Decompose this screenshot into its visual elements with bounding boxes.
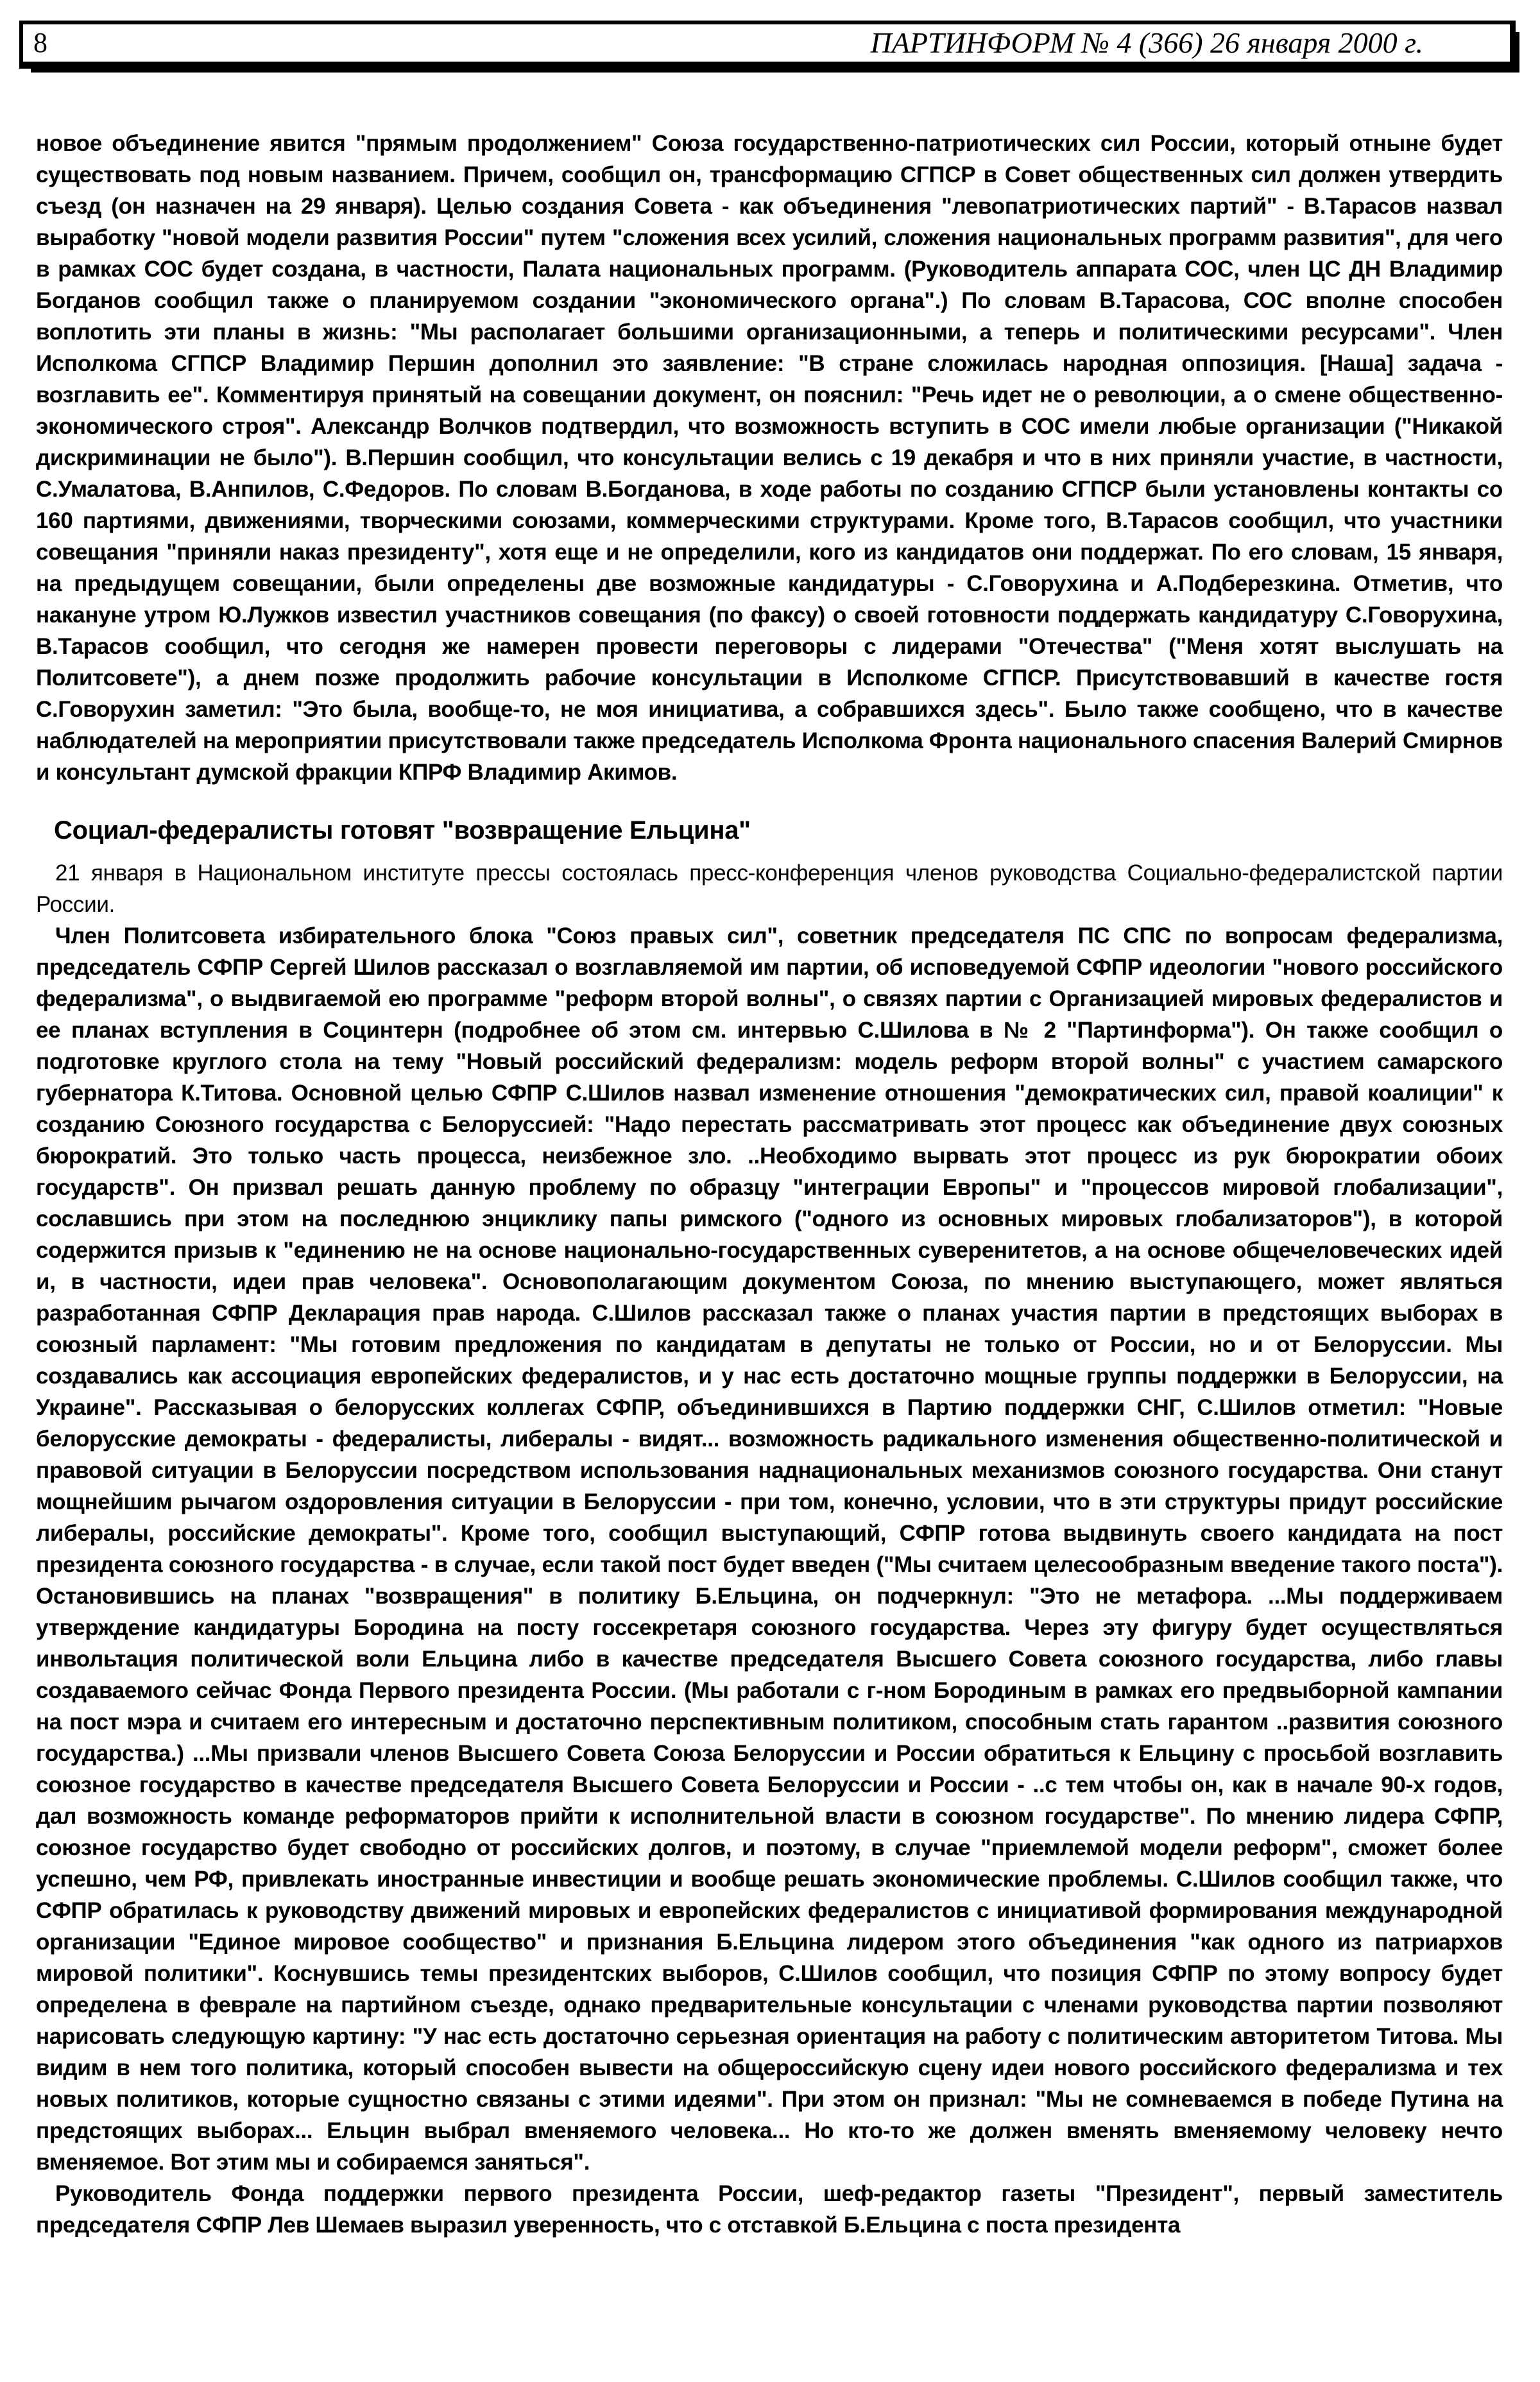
page-header — [19, 21, 1516, 69]
lead-paragraph: 21 января в Национальном институте прессы состоялась пресс-конференция членов руководства Социально-федералистской партии России. — [36, 861, 1503, 917]
main-paragraph: Член Политсовета избирательного блока "Союз правых сил", советник председателя ПС СПС по вопросам федерализма, председатель СФПР Сергей Шилов рассказал о возглавляемой им партии, об исповедуемой СФПР идеологии "нового российского федерализма", о выдвигаемой ею программе "реформ второй волны", о связях партии с Организацией мировых федералистов и ее планах вступления в Социнтерн (подробнее об этом см. интервью С.Шилова в № 2 "Партинформа"). Он также сообщил о подготовке круглого стола на тему "Новый российский федерализм: модель реформ второй волны" с участием самарского губернатора К.Титова. Основной целью СФПР С.Шилов назвал изменение отношения "демократических сил, правой коалиции" к созданию Союзного государства с Белоруссией: "Надо перестать рассматривать этот процесс как объединение двух союзных бюрократий. Это только часть процесса, неизбежное зло. ..Необходимо вырвать этот процесс из рук бюрократии обоих государств". Он призвал решать данную проблему по образцу "интеграции Европы" и "процессов мировой глобализации", сославшись при этом на последнюю энциклику папы римского ("одного из основных мировых глобализаторов"), в которой содержится призыв к "единению не на основе национально-государственных суверенитетов, а на основе общечеловеческих идей и, в частности, идеи прав человека". Основополагающим документом Союза, по мнению выступающего, может являться разработанная СФПР Декларация прав народа. С.Шилов рассказал также о планах участия партии в предстоящих выборах в союзный парламент: "Мы готовим предложения по кандидатам в депутаты не только от России, но и от Белоруссии. Мы создавались как ассоциация европейских федералистов, и у нас есть достаточно мощные группы поддержки в Белоруссии, на Украине". Рассказывая о белорусских коллегах СФПР, объединившихся в Партию поддержки СНГ, С.Шилов отметил: "Новые белорусские демократы - федералисты, либералы - видят... возможность радикального изменения общественно-политической и правовой ситуации в Белоруссии посредством использования наднациональных механизмов союзного государства. Они станут мощнейшим рычагом оздоровления ситуации в Белоруссии - при том, конечно, условии, что в эти структуры придут российские либералы, российские демократы". Кроме того, сообщил выступающий, СФПР готова выдвинуть своего кандидата на пост президента союзного государства - в случае, если такой пост будет введен ("Мы считаем целесообразным введение такого поста"). Остановившись на планах "возвращения" в политику Б.Ельцина, он подчеркнул: "Это не метафора. ...Мы поддерживаем утверждение кандидатуры Бородина на посту госсекретаря союзного государства. Через эту фигуру будет осуществляться инвольтация политической воли Ельцина либо в качестве председателя Высшего Совета союзного государства, либо главы создаваемого сейчас Фонда Первого президента России. (Мы работали с г-ном Бородиным в рамках его предвыборной кампании на пост мэра и считаем его интересным и достаточно перспективным политиком, способным стать гарантом ..развития союзного государства.) ...Мы призвали членов Высшего Совета Союза Белоруссии и России обратиться к Ельцину с просьбой возглавить союзное государство в качестве председателя Высшего Совета Белоруссии и России - ..с тем чтобы он, как в начале 90-х годов, дал возможность команде реформаторов прийти к исполнительной власти в союзном государстве". По мнению лидера СФПР, союзное государство будет свободно от российских долгов, и поэтому, в случае "приемлемой модели реформ", сможет более успешно, чем РФ, привлекать иностранные инвестиции и вообще решать экономические проблемы. С.Шилов сообщил также, что СФПР обратилась к руководству движений мировых и европейских федералистов с инициативой формирования международной организации "Единое мировое сообщество" и признания Б.Ельцина лидером этого объединения "как одного из патриархов мировой политики". Коснувшись темы президентских выборов, С.Шилов сообщил, что позиция СФПР по этому вопросу будет определена в феврале на партийном съезде, однако предварительные консультации с членами руководства партии позволяют нарисовать следующую картину: "У нас есть достаточно серьезная ориентация на работу с политическим авторитетом Титова. Мы видим в нем того политика, который способен вывести на общероссийскую сцену идеи нового российского федерализма и тех новых политиков, которые сущностно связаны с этими идеями". При этом он признал: "Мы не сомневаемся в победе Путина на предстоящих выборах... Ельцин выбрал вменяемого человека... Но кто-то же должен вменять вменяемому человеку нечто вменяемое. Вот этим мы и собираемся заняться". — [36, 923, 1503, 2175]
section-heading: Социал-федералисты готовят "возвращение Ельцина" — [54, 816, 751, 844]
article-body — [0, 128, 1540, 2241]
continuation-paragraph: новое объединение явится "прямым продолжением" Союза государственно-патриотических сил России, который отныне будет существовать под новым названием. Причем, сообщил он, трансформацию СГПСР в Совет общественных сил должен утвердить съезд (он назначен на 29 января). Целью создания Совета - как объединения "левопатриотических партий" - В.Тарасов назвал выработку "новой модели развития России" путем "сложения всех усилий, сложения национальных программ развития", для чего в рамках СОС будет создана, в частности, Палата национальных программ. (Руководитель аппарата СОС, член ЦС ДН Владимир Богданов сообщил также о планируемом создании "экономического органа".) По словам В.Тарасова, СОС вполне способен воплотить эти планы в жизнь: "Мы располагает большими организационными, а теперь и политическими ресурсами". Член Исполкома СГПСР Владимир Першин дополнил это заявление: "В стране сложилась народная оппозиция. [Наша] задача - возглавить ее". Комментируя принятый на совещании документ, он пояснил: "Речь идет не о революции, а о смене общественно-экономического строя". Александр Волчков подтвердил, что возможность вступить в СОС имели любые организации ("Никакой дискриминации не было"). В.Першин сообщил, что консультации велись с 19 декабря и что в них приняли участие, в частности, С.Умалатова, В.Анпилов, С.Федоров. По словам В.Богданова, в ходе работы по созданию СГПСР были установлены контакты со 160 партиями, движениями, творческими союзами, коммерческими структурами. Кроме того, В.Тарасов сообщил, что участники совещания "приняли наказ президенту", хотя еще и не определили, кого из кандидатов они поддержат. По его словам, 15 января, на предыдущем совещании, были определены две возможные кандидатуры - С.Говорухина и А.Подберезкина. Отметив, что накануне утром Ю.Лужков известил участников совещания (по факсу) о своей готовности поддержать кандидатуру С.Говорухина, В.Тарасов сообщил, что сегодня же намерен провести переговоры с лидерами "Отечества" ("Меня хотят выслушать на Политсовете"), а днем позже продолжить рабочие консультации в Исполкоме СГПСР. Присутствовавший в качестве гостя С.Говорухин заметил: "Это была, вообще-то, не моя инициатива, а собравшихся здесь". Было также сообщено, что в качестве наблюдателей на мероприятии присутствовали также председатель Исполкома Фронта национального спасения Валерий Смирнов и консультант думской фракции КПРФ Владимир Акимов. — [36, 131, 1503, 785]
page-number: 8 — [33, 27, 47, 58]
closing-paragraph: Руководитель Фонда поддержки первого президента России, шеф-редактор газеты "Президент", первый заместитель председателя СФПР Лев Шемаев выразил уверенность, что с отставкой Б.Ельцина с поста президента — [36, 2181, 1503, 2238]
newsletter-masthead: ПАРТИНФОРМ № 4 (366) 26 января 2000 г. — [870, 26, 1423, 59]
